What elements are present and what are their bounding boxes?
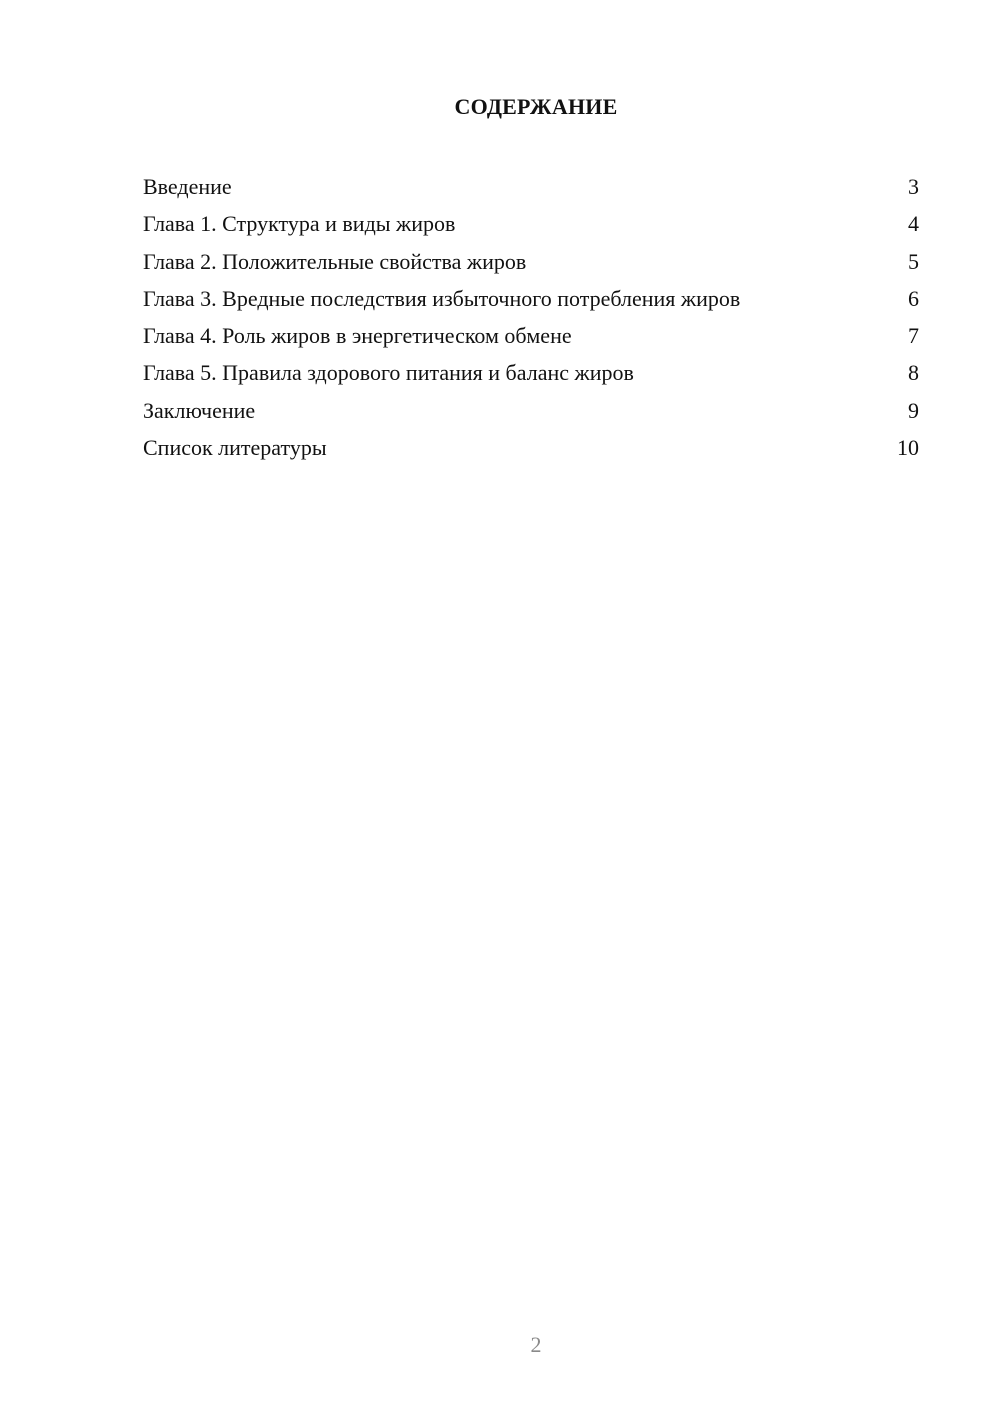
toc-entry-label: Глава 3. Вредные последствия избыточного потребления жиров: [143, 285, 741, 311]
toc-entry-page: 4: [908, 211, 919, 237]
toc-entry-label: Введение: [143, 174, 232, 199]
toc-entry-page: 5: [908, 248, 919, 274]
toc-entry-label: Глава 2. Положительные свойства жиров: [143, 248, 527, 274]
toc-entry-introduction: [143, 168, 919, 205]
toc-entry-chapter-4: [143, 317, 919, 354]
toc-entry-chapter-1: [143, 205, 919, 242]
page-title: СОДЕРЖАНИЕ: [454, 94, 618, 119]
toc-entry-page: 7: [908, 323, 919, 349]
toc-entry-references: [143, 429, 919, 466]
toc-entry-page: 9: [908, 397, 919, 423]
table-of-contents: [143, 168, 919, 466]
toc-entry-label: Список литературы: [143, 435, 327, 461]
toc-entry-conclusion: [143, 392, 919, 429]
toc-entry-label: Глава 4. Роль жиров в энергетическом обмене: [143, 323, 572, 349]
toc-entry-page: 3: [908, 174, 919, 199]
toc-entry-label: Заключение: [143, 397, 256, 423]
toc-entry-chapter-5: [143, 354, 919, 391]
toc-entry-label: Глава 5. Правила здорового питания и баланс жиров: [143, 360, 634, 386]
toc-entry-chapter-2: [143, 243, 919, 280]
page-number: 2: [530, 1332, 542, 1357]
toc-entry-page: 6: [908, 285, 919, 311]
toc-entry-label: Глава 1. Структура и виды жиров: [143, 211, 456, 237]
toc-entry-page: 8: [908, 360, 919, 386]
toc-entry-chapter-3: [143, 280, 919, 317]
toc-entry-page: 10: [897, 435, 919, 461]
